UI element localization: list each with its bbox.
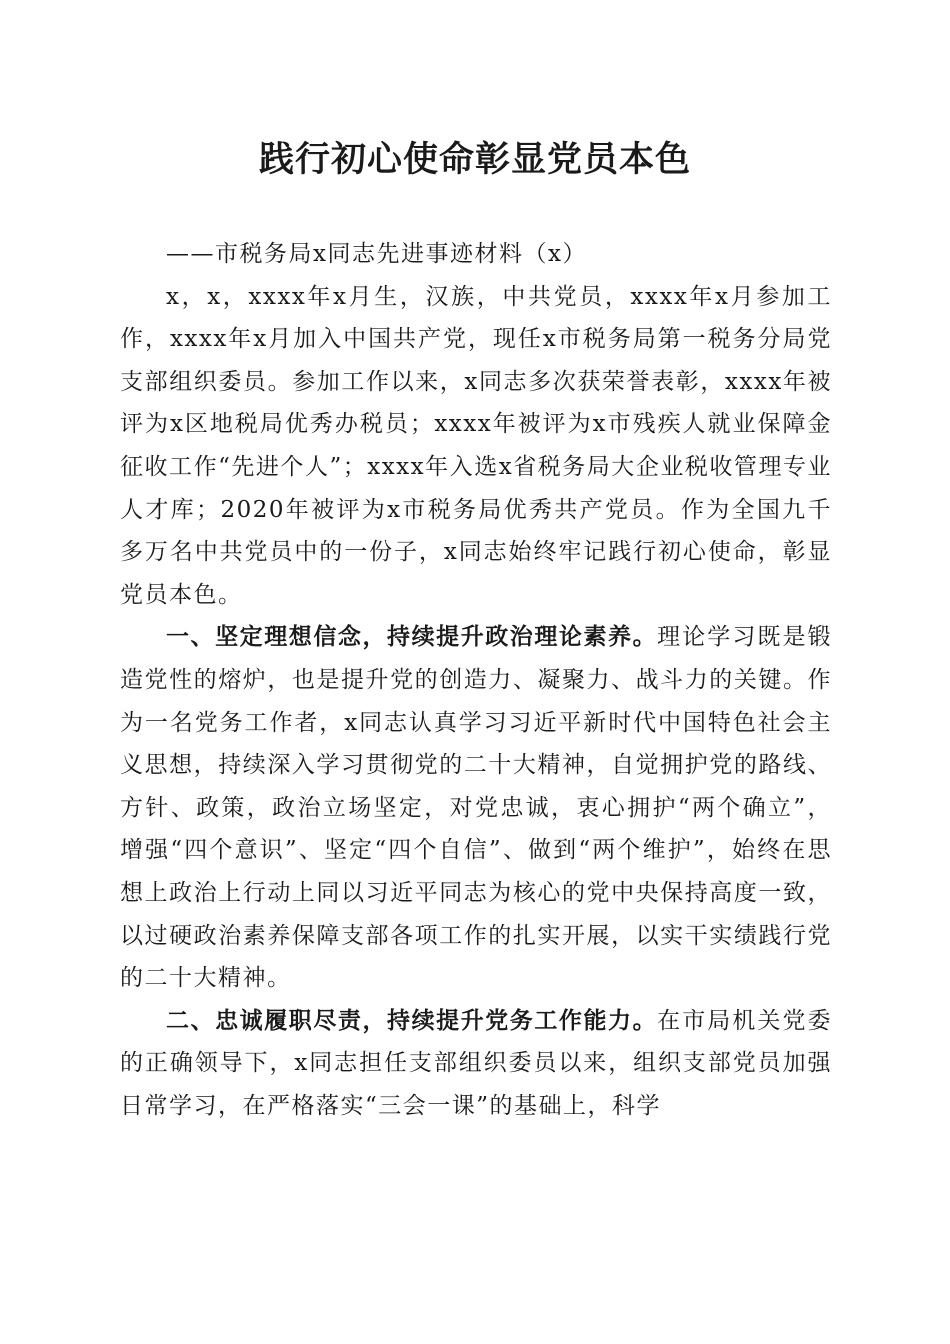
section-body-2: 在市局机关党委的正确领导下，x同志担任支部组织委员以来，组织支部党员加强日常学习，在严格落实“三会一课”的基础上，科学	[120, 1007, 833, 1119]
section-heading-1: 一、坚定理想信念，持续提升政治理论素养。	[166, 624, 658, 651]
section-paragraph-1	[120, 616, 832, 999]
section-body-1: 理论学习既是锻造党性的熔炉，也是提升党的创造力、凝聚力、战斗力的关键。作为一名党务工作者，x同志认真学习习近平新时代中国特色社会主义思想，持续深入学习贯彻党的二十大精神，自觉拥护党的路线、方针、政策，政治立场坚定，对党忠诚，衷心拥护“两个确立”，增强“四个意识”、坚定“四个自信”、做到“两个维护”，始终在思想上政治上行动上同以习近平同志为核心的党中央保持高度一致，以过硬政治素养保障支部各项工作的扎实开展，以实干实绩践行党的二十大精神。	[120, 624, 833, 992]
document-body	[120, 233, 832, 1127]
section-heading-2: 二、忠诚履职尽责，持续提升党务工作能力。	[166, 1007, 658, 1034]
document-title: 践行初心使命彰显党员本色	[258, 139, 691, 180]
intro-paragraph: x，x，xxxx年x月生，汉族，中共党员，xxxx年x月参加工作，xxxx年x月加入中国共产党，现任x市税务局第一税务分局党支部组织委员。参加工作以来，x同志多次获荣誉表彰，xxxx年被评为x区地税局优秀办税员；xxxx年被评为x市残疾人就业保障金征收工作“先进个人”；xxxx年入选x省税务局大企业税收管理专业人才库；2020年被评为x市税务局优秀共产党员。作为全国九千多万名中共党员中的一份子，x同志始终牢记践行初心使命，彰显党员本色。	[120, 283, 832, 608]
section-paragraph-2	[120, 1000, 832, 1128]
document-subtitle: ——市税务局x同志先进事迹材料（x）	[166, 241, 587, 267]
